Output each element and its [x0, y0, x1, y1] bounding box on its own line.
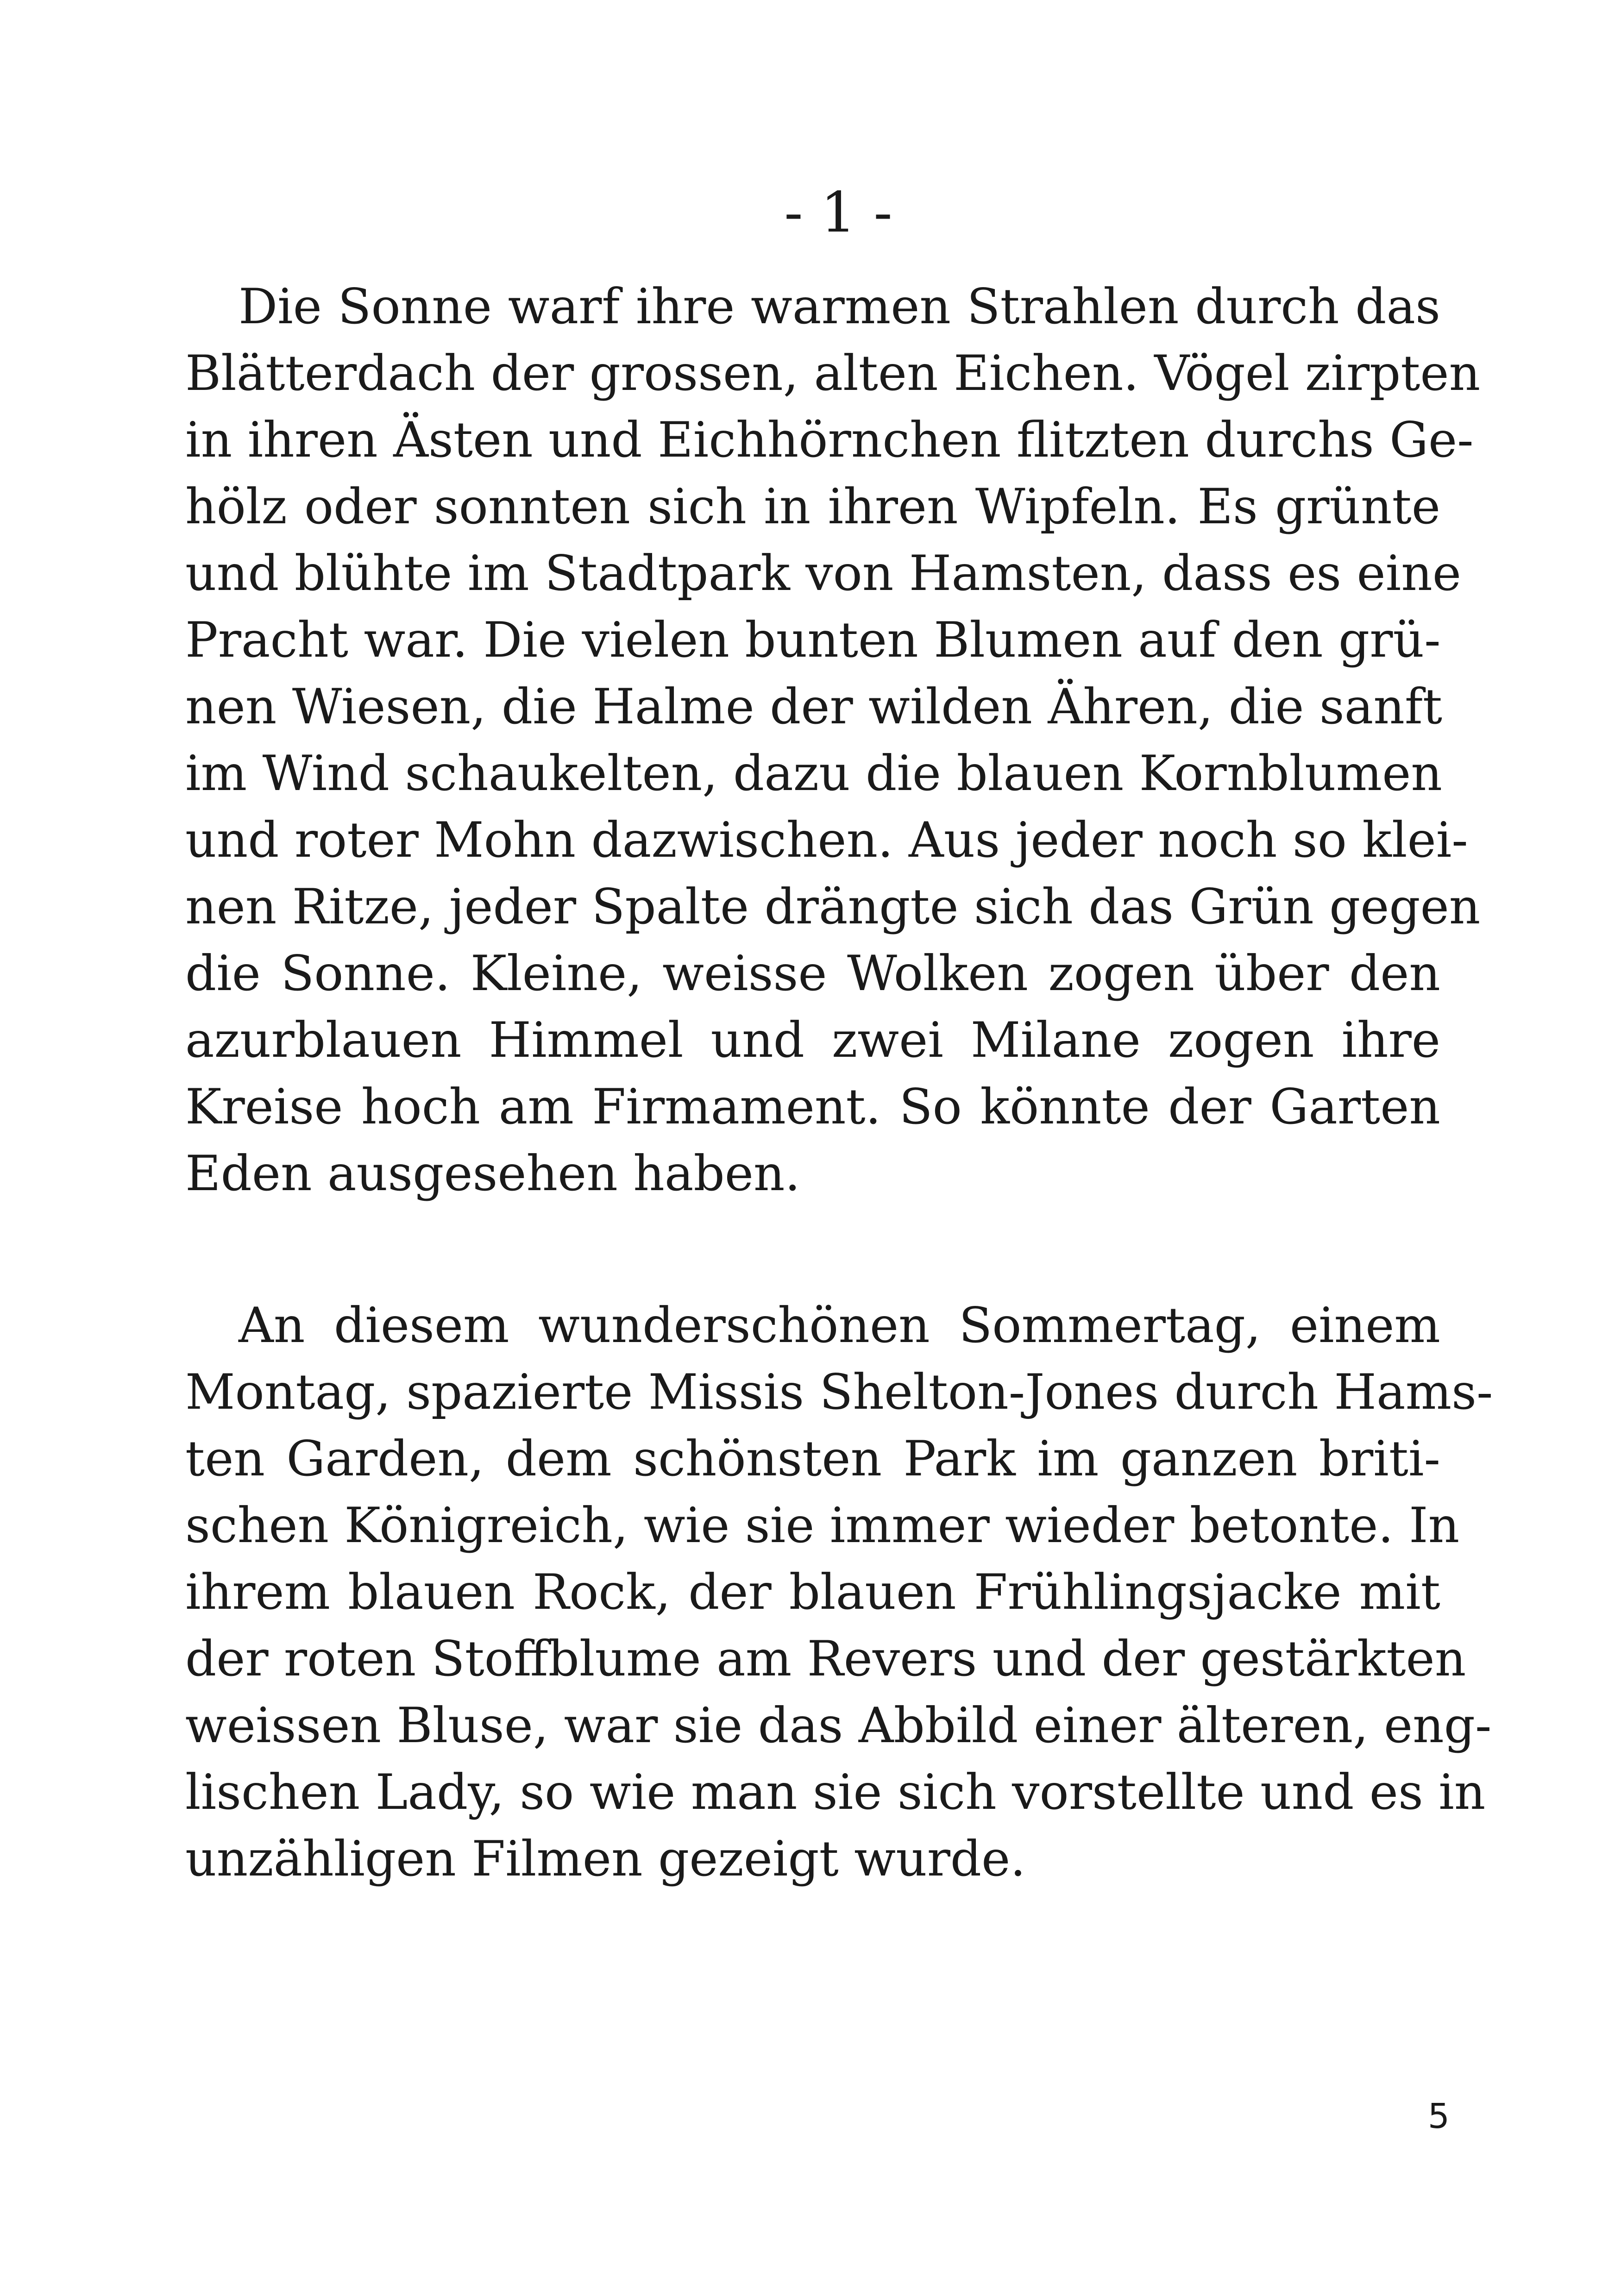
text-line: und blühte im Stadtpark von Hamsten, dass es eine — [185, 545, 1461, 602]
text-line: in ihren Ästen und Eichhörnchen flitzten durchs Ge- — [185, 412, 1474, 468]
chapter-heading: - 1 - — [784, 181, 892, 245]
paragraph-1 — [185, 273, 1481, 1207]
text-line: Montag, spazierte Missis Shelton-Jones durch Hams- — [185, 1364, 1493, 1420]
text-line: ihrem blauen Rock, der blauen Frühlingsjacke mit — [185, 1564, 1440, 1620]
text-line: Eden ausgesehen haben. — [185, 1145, 800, 1202]
text-line: der roten Stoffblume am Revers und der gestärkten — [185, 1631, 1466, 1687]
text-line: Blätterdach der grossen, alten Eichen. Vögel zirpten — [185, 345, 1481, 401]
text-line: lischen Lady, so wie man sie sich vorstellte und es in — [185, 1764, 1486, 1820]
text-line: azurblauen Himmel und zwei Milane zogen ihre — [185, 1012, 1440, 1068]
text-line: schen Königreich, wie sie immer wieder betonte. In — [185, 1497, 1460, 1554]
text-line: Die Sonne warf ihre warmen Strahlen durch das — [239, 278, 1440, 335]
text-line: An diesem wunderschönen Sommertag, einem — [239, 1297, 1440, 1354]
text-line: unzähligen Filmen gezeigt wurde. — [185, 1831, 1026, 1887]
page-number: 5 — [1427, 2096, 1450, 2136]
paragraph-2 — [185, 1292, 1493, 1892]
text-line: Pracht war. Die vielen bunten Blumen auf den grü- — [185, 612, 1441, 668]
text-line: nen Wiesen, die Halme der wilden Ähren, die sanft — [185, 678, 1443, 735]
text-line: die Sonne. Kleine, weisse Wolken zogen über den — [185, 945, 1440, 1002]
text-line: und roter Mohn dazwischen. Aus jeder noch so klei- — [185, 812, 1468, 868]
text-line: nen Ritze, jeder Spalte drängte sich das Grün gegen — [185, 878, 1481, 935]
text-line: Kreise hoch am Firmament. So könnte der Garten — [185, 1079, 1440, 1135]
text-line: im Wind schaukelten, dazu die blauen Kornblumen — [185, 745, 1443, 802]
text-line: ten Garden, dem schönsten Park im ganzen briti- — [185, 1430, 1440, 1487]
text-line: hölz oder sonnten sich in ihren Wipfeln. Es grünte — [185, 478, 1440, 535]
text-line: weissen Bluse, war sie das Abbild einer älteren, eng- — [185, 1697, 1492, 1754]
